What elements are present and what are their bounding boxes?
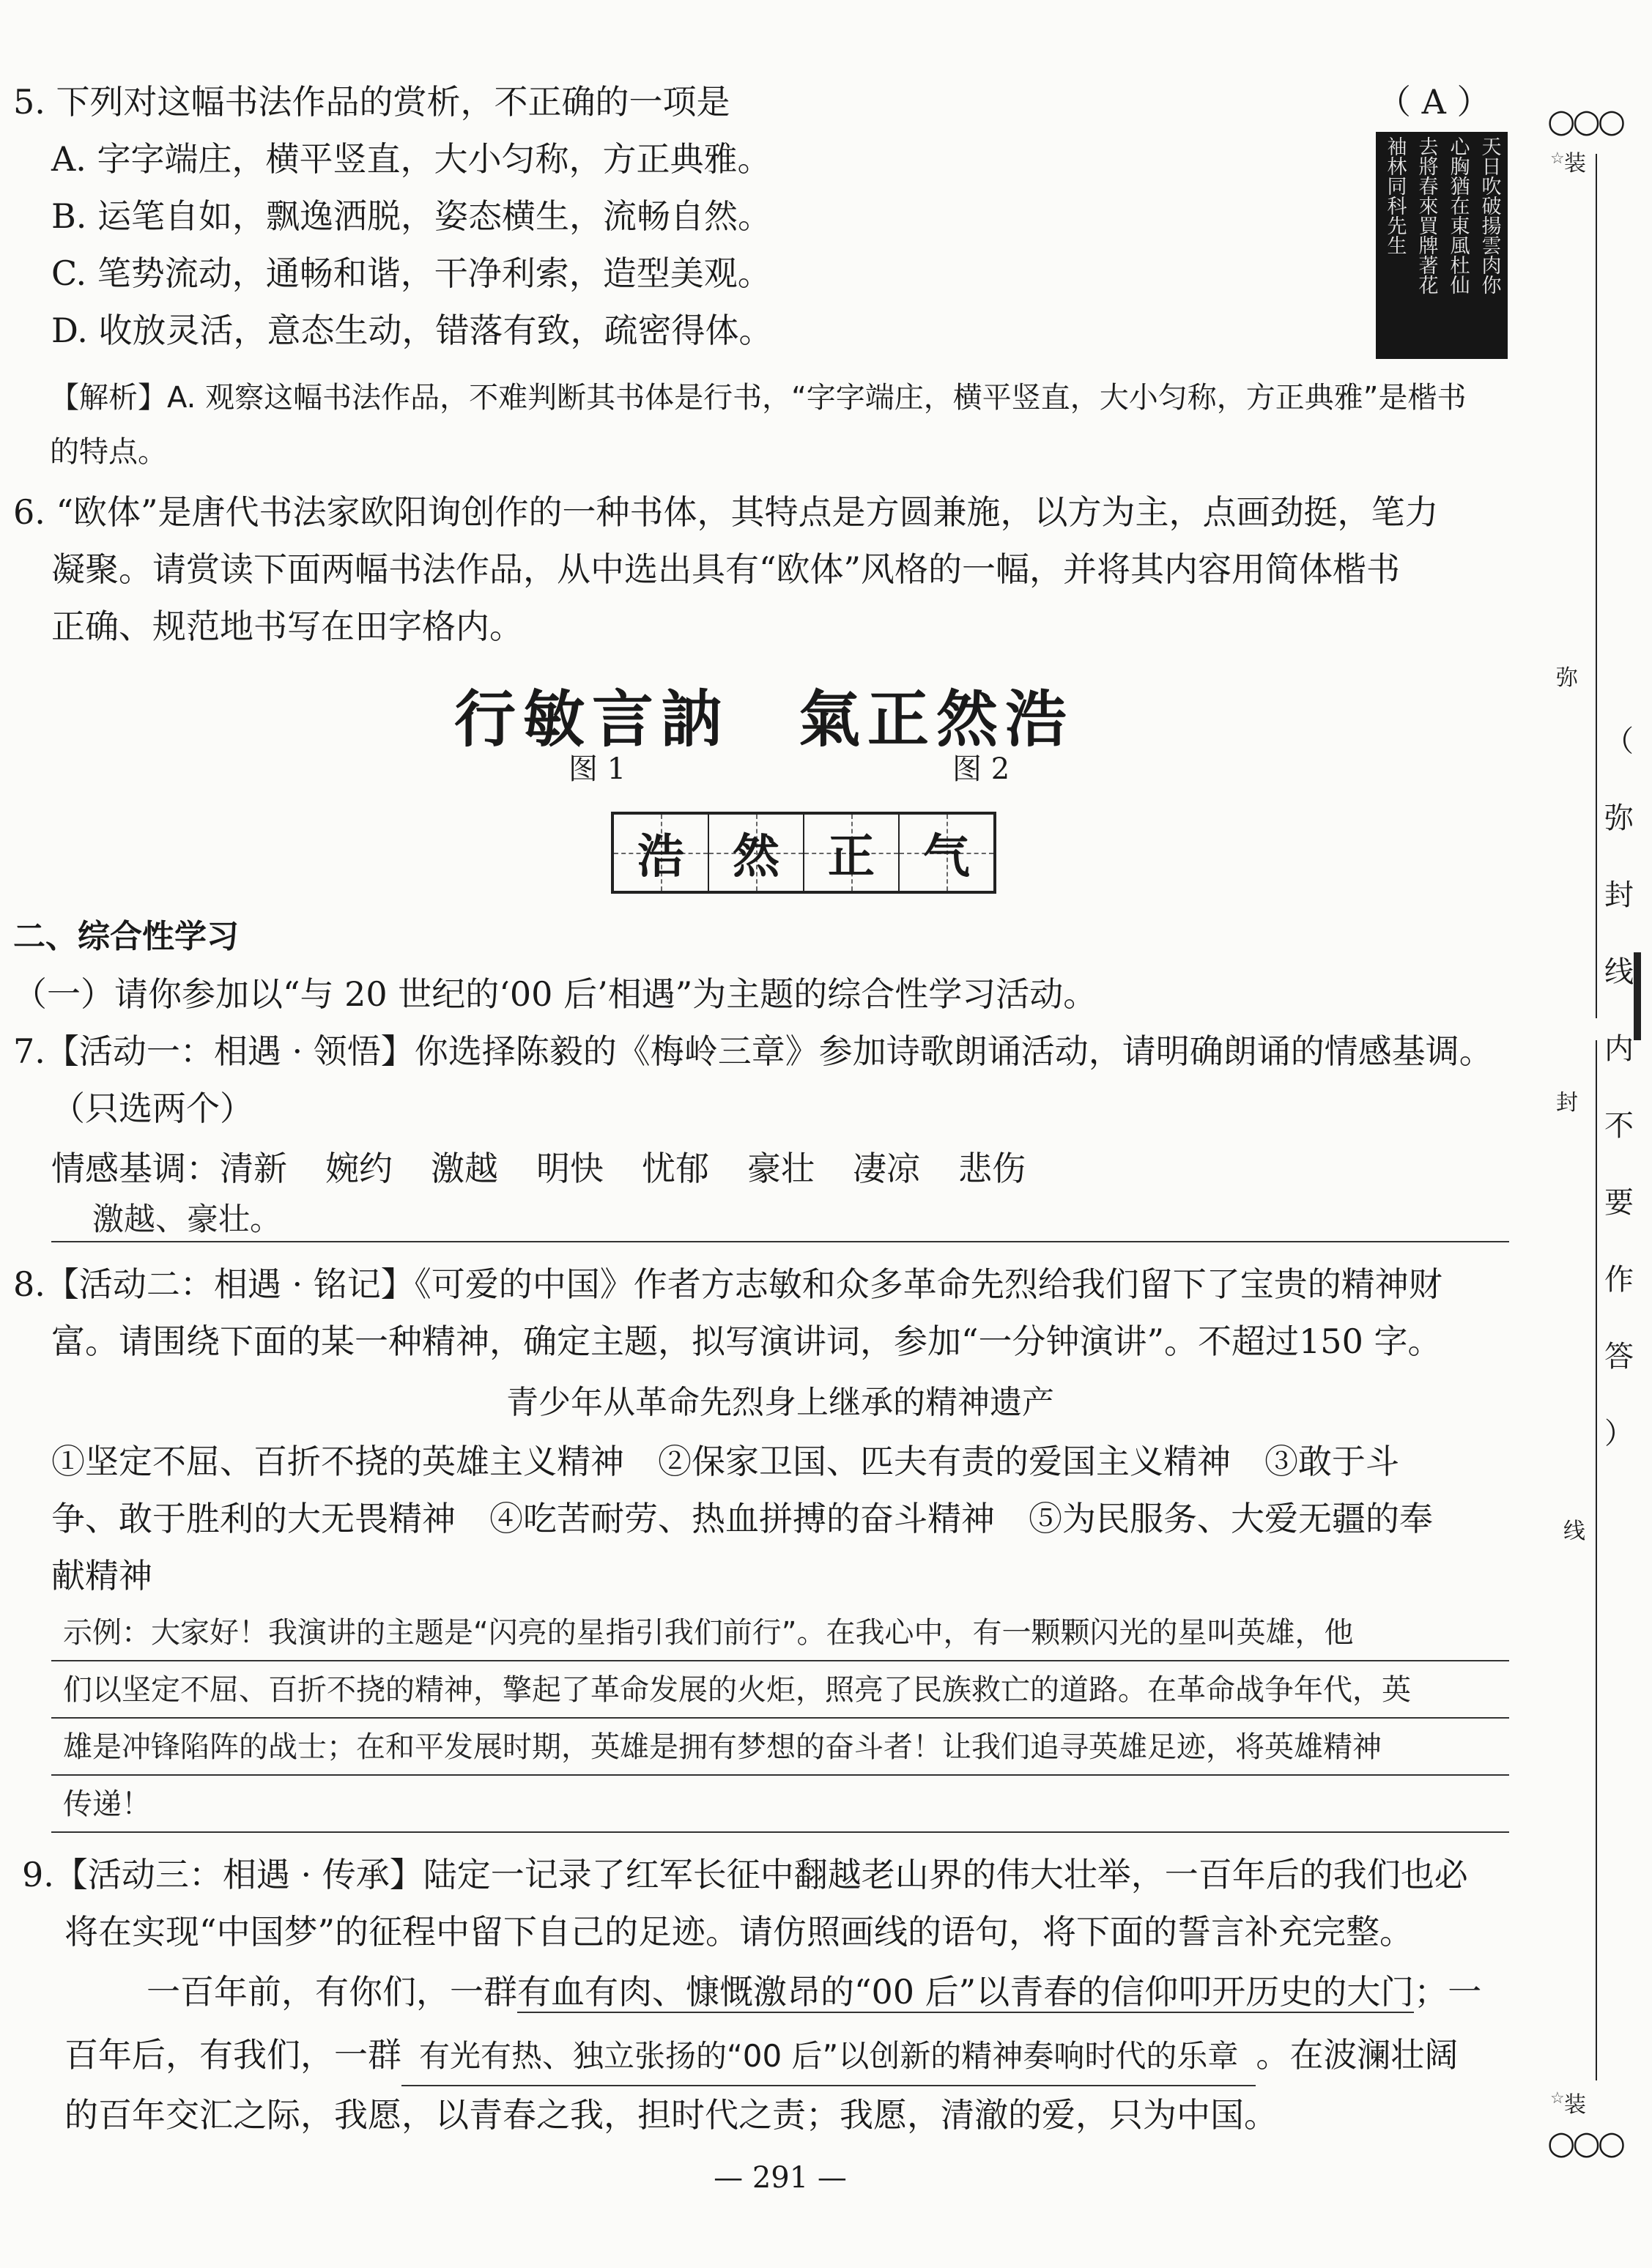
- q5-option-b: B. 运笔自如，飘逸洒脱，姿态横生，流畅自然。: [51, 196, 772, 236]
- star-icon: ☆: [1550, 2089, 1565, 2108]
- q9-answer: 有光有热、独立张扬的“00 后”以创新的精神奏响时代的乐章: [401, 2028, 1256, 2086]
- q9-line2: 将在实现“中国梦”的征程中留下自己的足迹。请仿照画线的语句，将下面的誓言补充完整。: [64, 1912, 1414, 1952]
- calligraphy-image: [1376, 132, 1508, 359]
- calligraphy-column: 天日吹破揚雲肉你: [1478, 136, 1501, 294]
- q7-options-label: 情感基调：清新: [51, 1149, 287, 1188]
- page-number: — 291 —: [714, 2161, 847, 2195]
- q6-line2: 凝聚。请赏读下面两幅书法作品，从中选出具有“欧体”风格的一幅，并将其内容用简体楷书: [51, 549, 1401, 589]
- q8-answer-line: 示例：大家好！我演讲的主题是“闪亮的星指引我们前行”。在我心中，有一颗颗闪光的星叫英雄，他: [63, 1616, 1354, 1650]
- figure-2-label: 图 2: [952, 752, 1010, 786]
- margin-circles-top: ○○○: [1547, 103, 1623, 140]
- grid-cell: 正: [803, 815, 898, 891]
- star-icon: ☆: [1550, 149, 1565, 168]
- q9-line1: 9.【活动三：相遇 · 传承】陆定一记录了红军长征中翻越老山界的伟大壮举，一百年后的我们也必: [22, 1855, 1468, 1894]
- q8-line1: 8.【活动二：相遇 · 铭记】《可爱的中国》作者方志敏和众多革命先烈给我们留下了宝贵的精神财: [13, 1264, 1442, 1304]
- margin-zhuang-top: 装: [1564, 151, 1586, 177]
- q8-list-line1: ①坚定不屈、百折不挠的英雄主义精神 ②保家卫国、匹夫有责的爱国主义精神 ③敢于斗: [51, 1442, 1399, 1481]
- q5-stem: 5. 下列对这幅书法作品的赏析，不正确的一项是: [13, 82, 730, 122]
- q7-line1: 7.【活动一：相遇 · 领悟】你选择陈毅的《梅岭三章》参加诗歌朗诵活动，请明确朗诵的情感基调。: [13, 1031, 1493, 1071]
- q7-option: 明快: [536, 1149, 604, 1188]
- margin-feng: 封: [1556, 1090, 1578, 1116]
- figure-1-label: 图 1: [568, 752, 626, 786]
- q7-option: 激越: [431, 1149, 498, 1188]
- q5-answer: （ A ）: [1377, 82, 1491, 122]
- q9-underlined-model: 有血有肉、慷慨激昂的“00 后”以青春的信仰叩开历史的大门: [517, 1972, 1415, 2012]
- q9-paragraph-line1: 一百年前，有你们，一群有血有肉、慷慨激昂的“00 后”以青春的信仰叩开历史的大门；一: [147, 1972, 1482, 2012]
- binding-line: [1596, 1040, 1597, 2080]
- q5-option-c: C. 笔势流动，通畅和谐，干净利索，造型美观。: [51, 253, 771, 293]
- q7-line2: （只选两个）: [51, 1089, 253, 1128]
- margin-circles-bottom: ○○○: [1547, 2124, 1623, 2162]
- q8-list-line2: 争、敢于胜利的大无畏精神 ④吃苦耐劳、热血拼搏的奋斗精神 ⑤为民服务、大爱无疆的奉: [51, 1499, 1433, 1538]
- q6-line1: 6. “欧体”是唐代书法家欧阳询创作的一种书体，其特点是方圆兼施，以方为主，点画劲挺，笔力: [13, 492, 1439, 532]
- calligraphy-column: 去將春來買牌著花: [1415, 136, 1438, 294]
- calligraphy-column: 心胸猶在東風杜仙: [1446, 136, 1470, 294]
- q7-option: 忧郁: [642, 1149, 709, 1188]
- tianzige-grid: [611, 812, 996, 894]
- q5-option-a: A. 字字端庄，横平竖直，大小匀称，方正典雅。: [51, 139, 771, 179]
- seal-instruction: （ 弥 封 线 内 不 要 作 答 ）: [1604, 724, 1634, 1450]
- q5-option-d: D. 收放灵活，意态生动，错落有致，疏密得体。: [51, 311, 773, 350]
- margin-xian: 线: [1563, 1519, 1585, 1544]
- section-intro: （一）请你参加以“与 20 世纪的‘00 后’相遇”为主题的综合性学习活动。: [13, 974, 1097, 1014]
- margin-mi: 弥: [1556, 665, 1578, 691]
- section-title: 二、综合性学习: [13, 918, 239, 955]
- q8-answer-line: 雄是冲锋陷阵的战士；在和平发展时期，英雄是拥有梦想的奋斗者！让我们追寻英雄足迹，将英雄精神: [63, 1730, 1382, 1764]
- q7-option: 悲伤: [958, 1149, 1026, 1188]
- figure-2-calligraphy: 氣正然浩: [799, 683, 1075, 755]
- q8-answer-line: 们以坚定不屈、百折不挠的精神，擎起了革命发展的火炬，照亮了民族救亡的道路。在革命战争年代，英: [63, 1673, 1411, 1707]
- q8-answer-line: 传递！: [63, 1787, 151, 1821]
- q6-line3: 正确、规范地书写在田字格内。: [51, 607, 523, 646]
- q8-list-line3: 献精神: [51, 1556, 152, 1596]
- q7-option: 豪壮: [747, 1149, 815, 1188]
- q5-analysis-line1: 【解析】A. 观察这幅书法作品，不难判断其书体是行书，“字字端庄，横平竖直，大小匀称，方正典雅”是楷书: [50, 381, 1467, 415]
- q9-paragraph-line3: 的百年交汇之际，我愿，以青春之我，担时代之责；我愿，清澈的爱，只为中国。: [64, 2095, 1278, 2135]
- q8-answer-area: [51, 1604, 1509, 1833]
- figure-1-calligraphy: 行敏言訥: [454, 683, 730, 755]
- q7-options: [51, 1140, 1064, 1197]
- edge-mark: [1634, 952, 1641, 1040]
- calligraphy-column: 袖林同科先生: [1383, 136, 1407, 255]
- q7-option: 婉约: [325, 1149, 393, 1188]
- grid-cell: 然: [708, 815, 803, 891]
- q8-line2: 富。请围绕下面的某一种精神，确定主题，拟写演讲词，参加“一分钟演讲”。不超过150 字。: [51, 1322, 1442, 1361]
- q5-analysis-line2: 的特点。: [50, 435, 167, 469]
- grid-cell: 浩: [614, 815, 708, 891]
- grid-cell: 气: [898, 815, 993, 891]
- q8-center-title: 青少年从革命先烈身上继承的精神遗产: [506, 1384, 1054, 1421]
- q7-answer: 激越、豪壮。: [51, 1198, 1509, 1242]
- binding-line: [1596, 154, 1597, 1018]
- q9-paragraph-line2: 百年后，有我们，一群 有光有热、独立张扬的“00 后”以创新的精神奏响时代的乐章 。在波澜壮阔: [64, 2026, 1458, 2086]
- q7-option: 凄凉: [853, 1149, 920, 1188]
- margin-zhuang-bottom: 装: [1564, 2092, 1586, 2118]
